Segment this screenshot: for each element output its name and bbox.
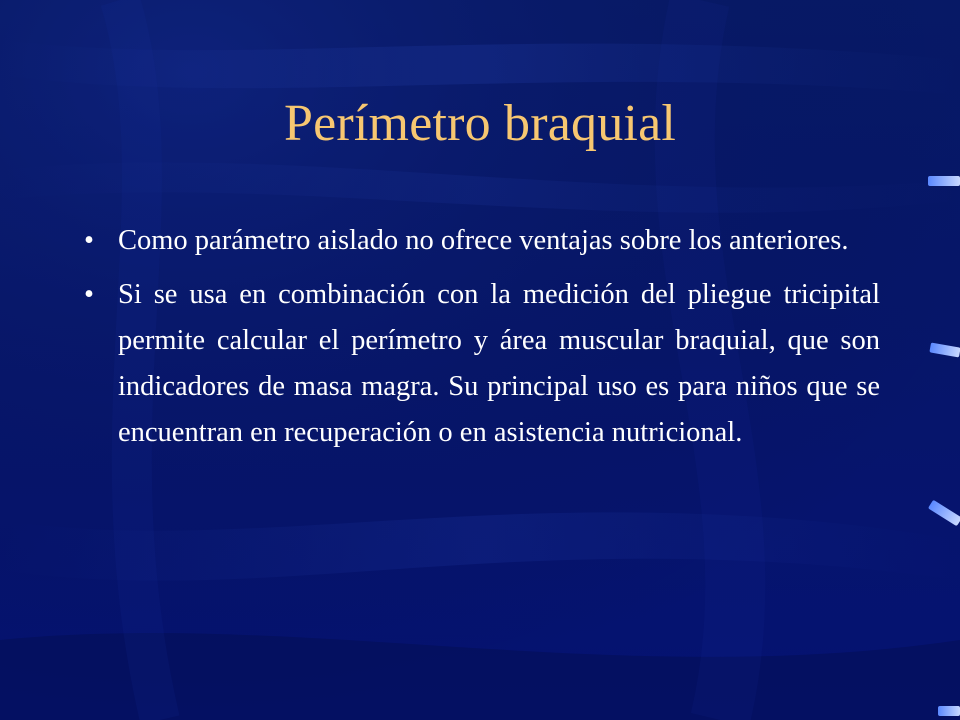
bullet-text: Como parámetro aislado no ofrece ventajas sobre los anteriores. <box>118 225 849 256</box>
bullet-text: Si se usa en combinación con la medición del pliegue tricipital permite calcular el perímetro y área muscular braquial, que son indicadores de masa magra. Su principal uso es para niños que se encuentran en recuperación o en asistencia nutricional. <box>118 279 880 448</box>
bullet-list <box>84 218 880 464</box>
bullet-icon: • <box>84 279 94 310</box>
slide-title: Perímetro braquial <box>283 95 677 152</box>
bullet-icon: • <box>84 225 94 256</box>
bullet-item <box>84 218 880 264</box>
decorative-mark <box>928 176 960 186</box>
bullet-item <box>84 272 880 456</box>
decorative-mark <box>938 706 960 716</box>
